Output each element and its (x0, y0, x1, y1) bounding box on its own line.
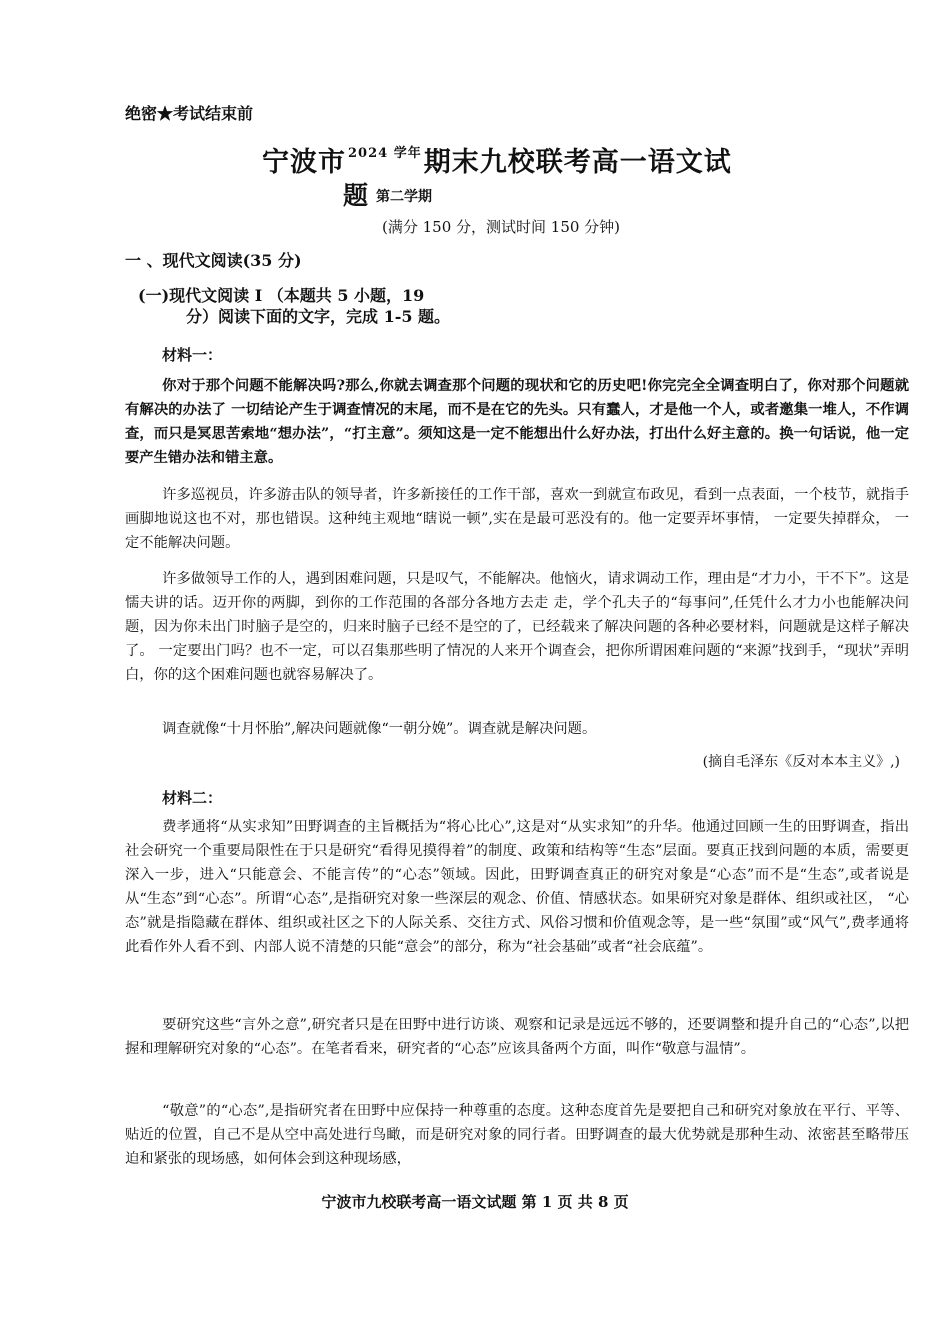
exam-title-line2 (343, 176, 432, 212)
title-year: 2024 学年 (348, 146, 422, 161)
material1-paragraph: 许多做领导工作的人，遇到困难问题，只是叹气，不能解决。他恼火，请求调动工作，理由是“才力小，干不下”。这是懦夫讲的话。迈开你的两脚，到你的工作范围的各部分各地方去走 走，学个孔夫子的“每事问”,任凭什么才力小也能解决问题，因为你未出门时脑子是空的，归来时脑子已经不是空的了，已经载来了解决问题的各种必要材料，问题就是这样子解决了。 一定要出门吗？也不一定，可以召集那些明了情况的人来开个调查会，把你所谓困难问题的“来源”找到手，“现状”弄明白，你的这个困难问题也就容易解决了。 (125, 571, 909, 683)
material2-label: 材料二： (162, 789, 223, 807)
subsection-heading-line2: 分）阅读下面的文字，完成 1-5 题。 (186, 307, 451, 326)
title-city: 宁波市 (262, 147, 346, 178)
title-continuation: 题 (343, 181, 369, 210)
material2-paragraph: “敬意”的“心态”,是指研究者在田野中应保持一种尊重的态度。这种态度首先是要把自己和研究对象放在平行、平等、贴近的位置，自己不是从空中高处进行鸟瞰，而是研究对象的同行者。田野调查的最大优势就是那种生动、浓密甚至略带压迫和紧张的现场感，如何体会到这种现场感， (125, 1103, 909, 1167)
semester-label: 第二学期 (376, 189, 433, 205)
section-heading: 一 、现代文阅读(35 分) (125, 251, 302, 270)
material1-paragraph: 许多巡视员，许多游击队的领导者，许多新接任的工作干部，喜欢一到就宣布政见，看到一点表面，一个枝节，就指手画脚地说这也不对，那也错误。这种纯主观地“瞎说一顿”,实在是最可恶没有的。他一定要弄坏事情， 一定要失掉群众， 一定不能解决问题。 (125, 487, 909, 551)
material1-paragraph: 你对于那个问题不能解决吗?那么,你就去调查那个问题的现状和它的历史吧!你完完全全调查明白了，你对那个问题就有解决的办法了 一切结论产生于调查情况的末尾，而不是在它的先头。只有蠢人，才是他一个人，或者邀集一堆人，不作调查，而只是冥思苦索地“想办法”，“打主意”。须知这是一定不能想出什么好办法，打出什么好主意的。换一句话说，他一定要产生错办法和错主意。 (125, 378, 909, 466)
secret-label: 绝密★考试结束前 (125, 104, 254, 123)
material1-paragraph: 调查就像“十月怀胎”,解决问题就像“一朝分娩”。调查就是解决问题。 (162, 721, 597, 737)
subsection-heading-line1: (一)现代文阅读 I （本题共 5 小题，19 (138, 286, 425, 305)
material2-paragraph: 费孝通将“从实求知”田野调查的主旨概括为“将心比心”,这是对“从实求知”的升华。他通过回顾一生的田野调查，指出社会研究一个重要局限性在于只是研究“看得见摸得着”的制度、政策和结构等“生态”层面。要真正找到问题的本质，需要更深入一步，进入“只能意会、不能言传”的“心态”领域。因此，田野调查真正的研究对象是“心态”而不是“生态”,或者说是从“生态”到“心态”。所谓“心态”,是指研究对象一些深层的观念、价值、情感状态。如果研究对象是群体、组织或社区， “心态”就是指隐藏在群体、组织或社区之下的人际关系、交往方式、风俗习惯和价值观念等，是一些“氛围”或“风气”,费孝通将此看作外人看不到、内部人说不清楚的只能“意会”的部分，称为“社会基础”或者“社会底蕴”。 (125, 819, 909, 955)
exam-title (262, 140, 732, 179)
page-footer: 宁波市九校联考高一语文试题 第 1 页 共 8 页 (321, 1193, 629, 1211)
material1-label: 材料一： (162, 346, 223, 364)
material1-source: (摘自毛泽东《反对本本主义》,) (702, 754, 900, 770)
material2-paragraph: 要研究这些“言外之意”,研究者只是在田野中进行访谈、观察和记录是远远不够的，还要调整和提升自己的“心态”,以把握和理解研究对象的“心态”。在笔者看来，研究者的“心态”应该具备两个方面，叫作“敬意与温情”。 (125, 1017, 909, 1057)
score-time-info: (满分 150 分，测试时间 150 分钟) (382, 218, 621, 236)
title-main: 期末九校联考高一语文试 (423, 147, 732, 178)
